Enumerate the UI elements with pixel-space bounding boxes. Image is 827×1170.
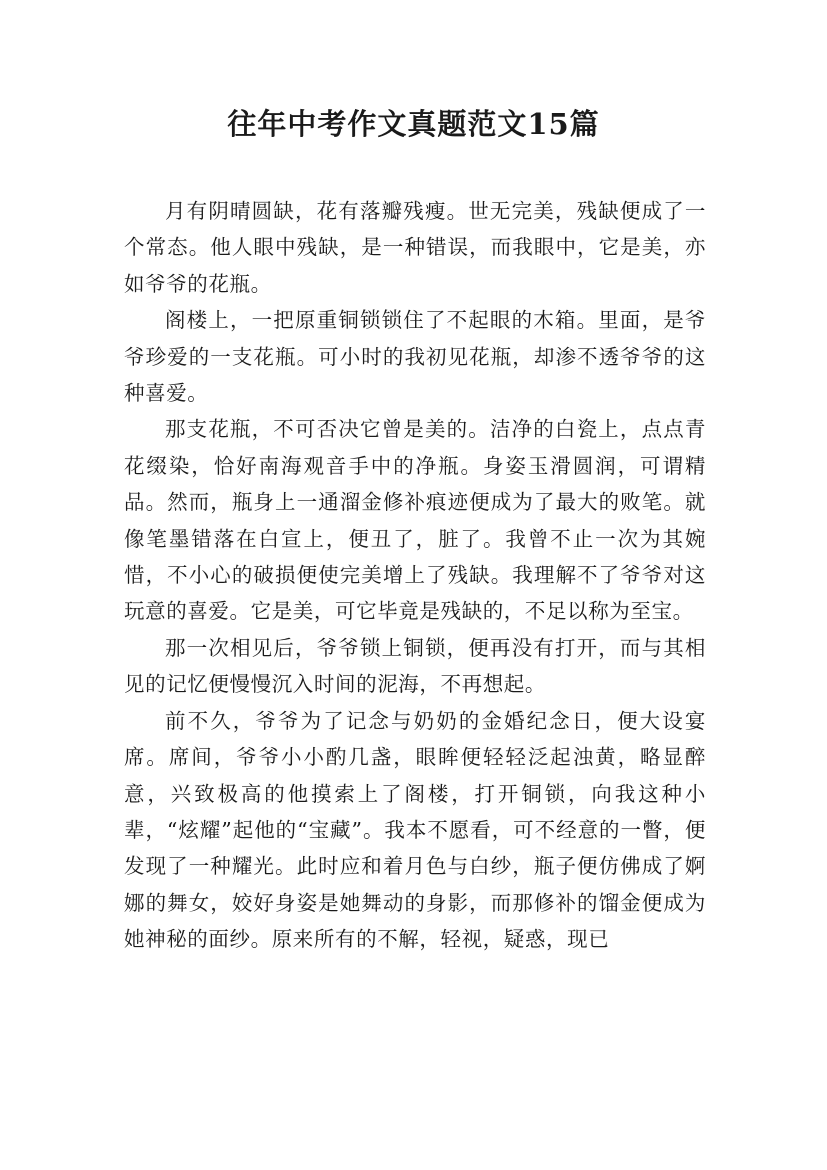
- document-title: 往年中考作文真题范文15篇: [227, 107, 600, 141]
- document-body: [124, 193, 706, 958]
- paragraph: 月有阴晴圆缺，花有落瓣残瘦。世无完美，残缺便成了一个常态。他人眼中残缺，是一种错误，而我眼中，它是美，亦如爷爷的花瓶。: [124, 199, 706, 296]
- paragraph: 阁楼上，一把原重铜锁锁住了不起眼的木箱。里面，是爷爷珍爱的一支花瓶。可小时的我初见花瓶，却渗不透爷爷的这种喜爱。: [124, 308, 706, 406]
- paragraph: 前不久，爷爷为了记念与奶奶的金婚纪念日，便大设宴席。席间，爷爷小小酌几盏，眼眸便轻轻泛起浊黄，略显醉意，兴致极高的他摸索上了阁楼，打开铜锁，向我这种小辈，“炫耀”起他的“宝藏”。我本不愿看，可不经意的一瞥，便发现了一种耀光。此时应和着月色与白纱，瓶子便仿佛成了婀娜的舞女，姣好身姿是她舞动的身影，而那修补的馏金便成为她神秘的面纱。原来所有的不解，轻视，疑惑，现已: [124, 708, 706, 952]
- paragraph: 那一次相见后，爷爷锁上铜锁，便再没有打开，而与其相见的记忆便慢慢沉入时间的泥海，不再想起。: [124, 635, 706, 697]
- paragraph: 那支花瓶，不可否决它曾是美的。洁净的白瓷上，点点青花缀染，恰好南海观音手中的净瓶。身姿玉滑圆润，可谓精品。然而，瓶身上一通溜金修补痕迹便成为了最大的败笔。就像笔墨错落在白宣上，便丑了，脏了。我曾不止一次为其婉惜，不小心的破损便使完美增上了残缺。我理解不了爷爷对这玩意的喜爱。它是美，可它毕竟是残缺的，不足以称为至宝。: [124, 417, 706, 624]
